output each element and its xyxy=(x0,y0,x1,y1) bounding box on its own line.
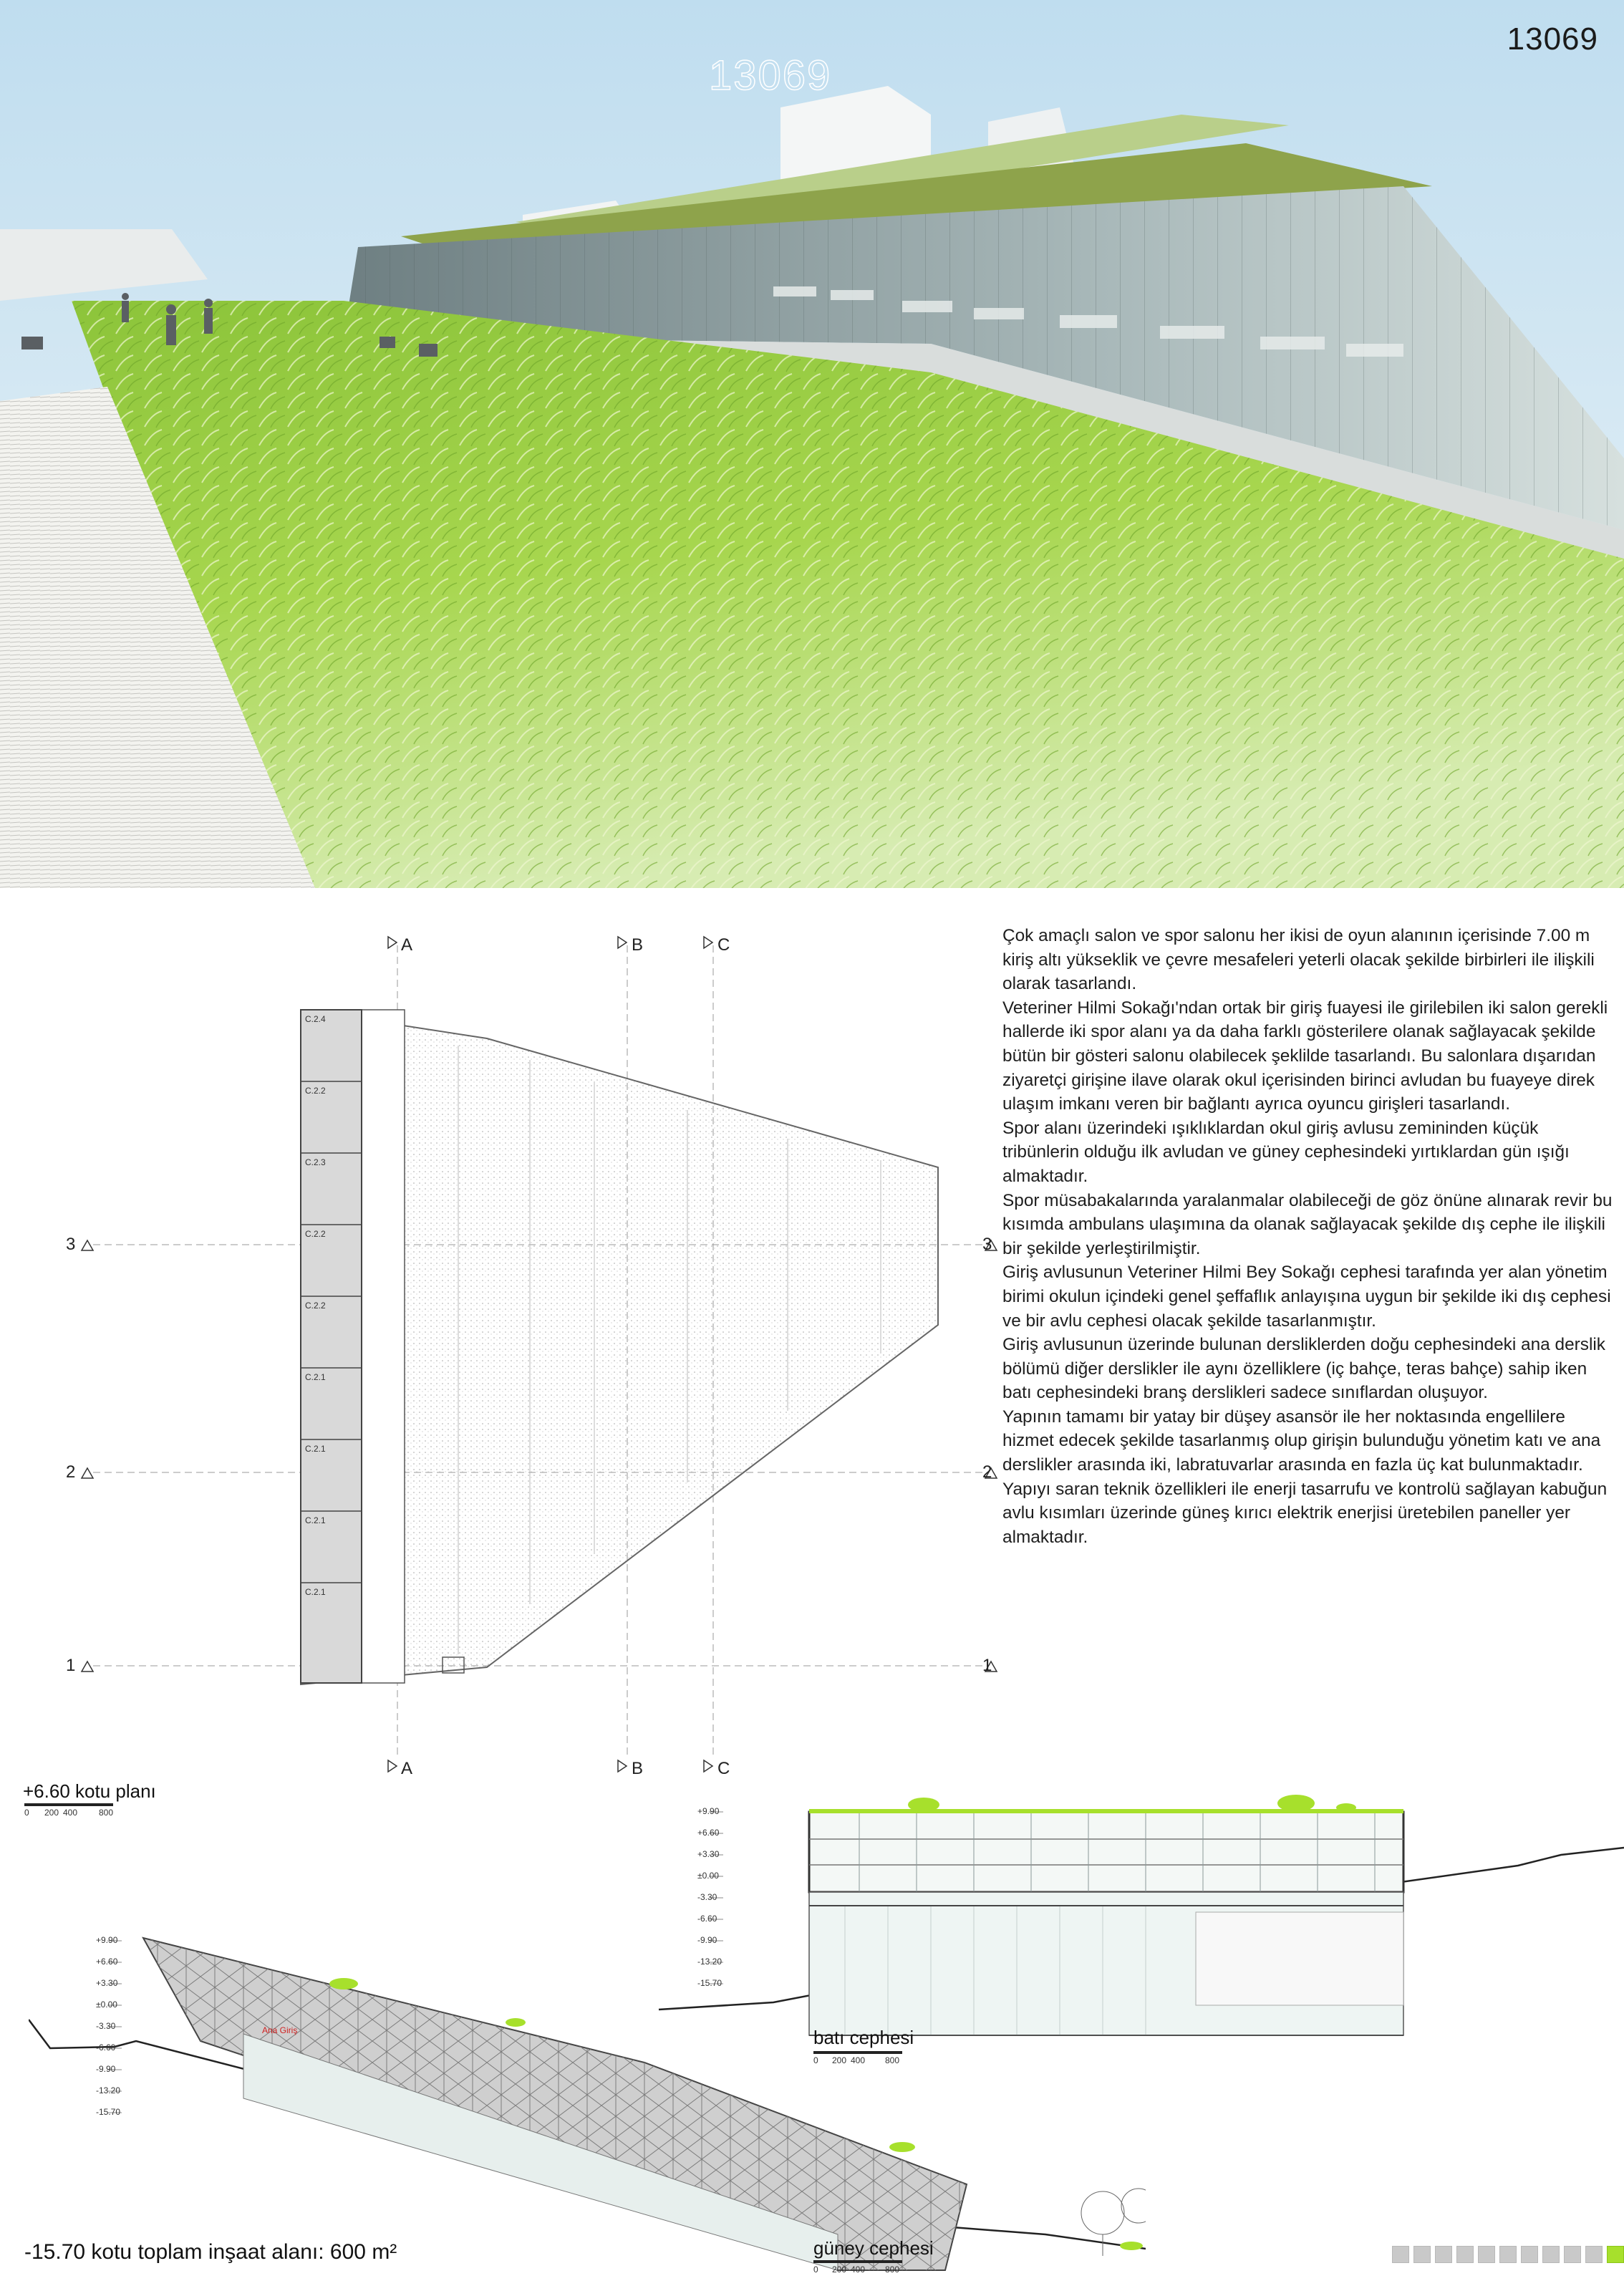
panel-index-box xyxy=(1521,2246,1538,2263)
floor-plan-drawing xyxy=(0,895,1002,1805)
level-label: -15.70 xyxy=(96,2107,121,2117)
plan-scale-200: 200 xyxy=(44,1808,59,1818)
level-label: -6.60 xyxy=(96,2042,116,2053)
description-paragraph: Spor alanı üzerindeki ışıklıklardan okul giriş avlusu zemininden küçük tribünlerin olduğu ilk avludan ve güney cephesindeki yırtıklardan gün ışığı almaktadır. xyxy=(1002,1118,1570,1186)
grid-axis-3-left: 3 xyxy=(66,1235,76,1254)
description-paragraph: Çok amaçlı salon ve spor salonu her ikisi de oyun alanının içerisinde 7.00 m kiriş altı yükseklik ve çevre mesafeleri yeterli olacak şekilde birbirleri ile ilişkili olarak tasarlandı. xyxy=(1002,926,1595,994)
panel-index-box xyxy=(1564,2246,1581,2263)
west-scale-200: 200 xyxy=(832,2055,847,2065)
level-label: +3.30 xyxy=(697,1849,720,1859)
panel-index-box xyxy=(1499,2246,1517,2263)
level-label: ±0.00 xyxy=(96,2000,117,2010)
level-label: -9.90 xyxy=(96,2064,116,2074)
panel-index-box xyxy=(1607,2246,1624,2263)
total-area-note: -15.70 kotu toplam inşaat alanı: 600 m² xyxy=(24,2240,397,2264)
floor-plan xyxy=(0,895,1002,1805)
level-label: +3.30 xyxy=(96,1978,118,1988)
grid-axis-b-top: B xyxy=(632,935,644,955)
panel-index-box xyxy=(1413,2246,1431,2263)
room-tag: C.2.1 xyxy=(305,1444,326,1454)
level-label: ±0.00 xyxy=(697,1871,719,1881)
grid-axis-1-right: 1 xyxy=(982,1656,992,1675)
description-paragraph: Giriş avlusunun Veteriner Hilmi Bey Sokağı cephesi tarafında yer alan yönetim birimi okulun içindeki genel şeffaflık anlayışına uygun bir şekilde iki dış cephesi ve bir avlu cephesi olacak şekilde tasarlanmıştır. xyxy=(1002,1263,1611,1331)
west-scale-400: 400 xyxy=(851,2055,866,2065)
room-tag: C.2.1 xyxy=(305,1587,326,1597)
description-paragraph: Veteriner Hilmi Sokağı'ndan ortak bir giriş fuayesi ile girilebilen iki salon gerekli hallerde iki spor alanı ya da daha farklı gösterilere olanak sağlayacak şekilde bütün bir gösteri salonu olabilecek şeklilde tasarlandı. Bu salonlara dışarıdan ziyaretçi girişine ilave olarak okul içerisinden birinci avludan bu fuayeye direk ulaşım imkanı veren bir bağlantı ayrıca oyuncu girişleri tasarlandı. xyxy=(1002,998,1608,1114)
level-label: +9.90 xyxy=(697,1806,720,1816)
level-label: -3.30 xyxy=(96,2021,116,2031)
west-scale-800: 800 xyxy=(885,2055,900,2065)
level-label: -3.30 xyxy=(697,1892,717,1902)
description-paragraph: Spor müsabakalarında yaralanmalar olabileceği de göz önüne alınarak revir bu kısımda ambulans ulaşımına da olanak sağlayacak şekilde dış cephe ile ilişkili bir şekilde yerleştirilmiştir. xyxy=(1002,1190,1613,1258)
hero-rendering xyxy=(0,0,1624,888)
description-paragraph: Giriş avlusunun üzerinde bulunan dersliklerden doğu cephesindeki ana derslik bölümü diğer derslikler ile aynı özelliklere (iç bahçe, teras bahçe) sahip iken batı cephesindeki branş derslikleri sadece sınıflardan oluşuyor. xyxy=(1002,1335,1606,1403)
room-tag: C.2.2 xyxy=(305,1086,326,1096)
level-label: +6.60 xyxy=(96,1957,118,1967)
grid-axis-c-bottom: C xyxy=(717,1759,730,1778)
room-tag: C.2.4 xyxy=(305,1014,326,1024)
grid-axis-a-bottom: A xyxy=(401,1759,413,1778)
south-scale-0: 0 xyxy=(813,2264,818,2275)
panel-index-box xyxy=(1392,2246,1409,2263)
panel-index-box xyxy=(1478,2246,1495,2263)
project-description xyxy=(1002,924,1618,1549)
level-label: -15.70 xyxy=(697,1978,722,1988)
panel-index-box xyxy=(1542,2246,1560,2263)
panel-number: 13069 xyxy=(1507,21,1598,57)
grid-axis-1-left: 1 xyxy=(66,1656,76,1675)
hero-render-image xyxy=(0,0,1624,888)
panel-index-box xyxy=(1456,2246,1474,2263)
level-label: -6.60 xyxy=(697,1914,717,1924)
plan-scale-800: 800 xyxy=(99,1808,114,1818)
grid-axis-3-right: 3 xyxy=(982,1235,992,1254)
level-label: -9.90 xyxy=(697,1935,717,1945)
panel-index-box xyxy=(1435,2246,1452,2263)
level-label: +9.90 xyxy=(96,1935,118,1945)
south-scale-200: 200 xyxy=(832,2264,847,2275)
west-elevation-title: batı cephesi xyxy=(813,2027,914,2048)
west-scale-0: 0 xyxy=(813,2055,818,2065)
south-elevation-title: güney cephesi xyxy=(813,2237,934,2259)
south-scale-bar xyxy=(813,2260,902,2263)
main-entrance-label: Ana Giriş xyxy=(262,2025,298,2035)
plan-scale-bar xyxy=(24,1803,113,1806)
panel-index xyxy=(1392,2246,1624,2263)
panel-number-watermark: 13069 xyxy=(709,52,832,99)
plan-scale-400: 400 xyxy=(63,1808,78,1818)
room-tag: C.2.1 xyxy=(305,1515,326,1525)
plan-title: +6.60 kotu planı xyxy=(23,1780,156,1802)
level-label: -13.20 xyxy=(96,2085,121,2095)
grid-axis-a-top: A xyxy=(401,935,413,955)
south-scale-400: 400 xyxy=(851,2264,866,2275)
south-elevation-drawing xyxy=(29,1934,1146,2277)
description-paragraph: Yapının tamamı bir yatay bir düşey asansör ile her noktasında engellilere hizmet edecek şekilde tasarlanmış olup girişin bulunduğu yönetim katı ve ana derslikler arasında iki, labratuvarlar arasında en fazla üç kat bulunmaktadır. xyxy=(1002,1407,1601,1475)
panel-index-box xyxy=(1585,2246,1603,2263)
grid-axis-2-right: 2 xyxy=(982,1462,992,1482)
room-tag: C.2.3 xyxy=(305,1157,326,1167)
south-scale-800: 800 xyxy=(885,2264,900,2275)
grid-axis-b-bottom: B xyxy=(632,1759,644,1778)
level-label: +6.60 xyxy=(697,1828,720,1838)
room-tag: C.2.2 xyxy=(305,1301,326,1311)
room-tag: C.2.1 xyxy=(305,1372,326,1382)
grid-axis-c-top: C xyxy=(717,935,730,955)
plan-scale-0: 0 xyxy=(24,1808,29,1818)
level-label: -13.20 xyxy=(697,1957,722,1967)
south-elevation xyxy=(29,1934,1146,2277)
grid-axis-2-left: 2 xyxy=(66,1462,76,1482)
room-tag: C.2.2 xyxy=(305,1229,326,1239)
description-paragraph: Yapıyı saran teknik özellikleri ile enerji tasarrufu ve kontrolü sağlayan kabuğun avlu kısımları üzerinde güneş kırıcı elektrik enerjisi üretebilen paneller yer almaktadır. xyxy=(1002,1479,1608,1547)
